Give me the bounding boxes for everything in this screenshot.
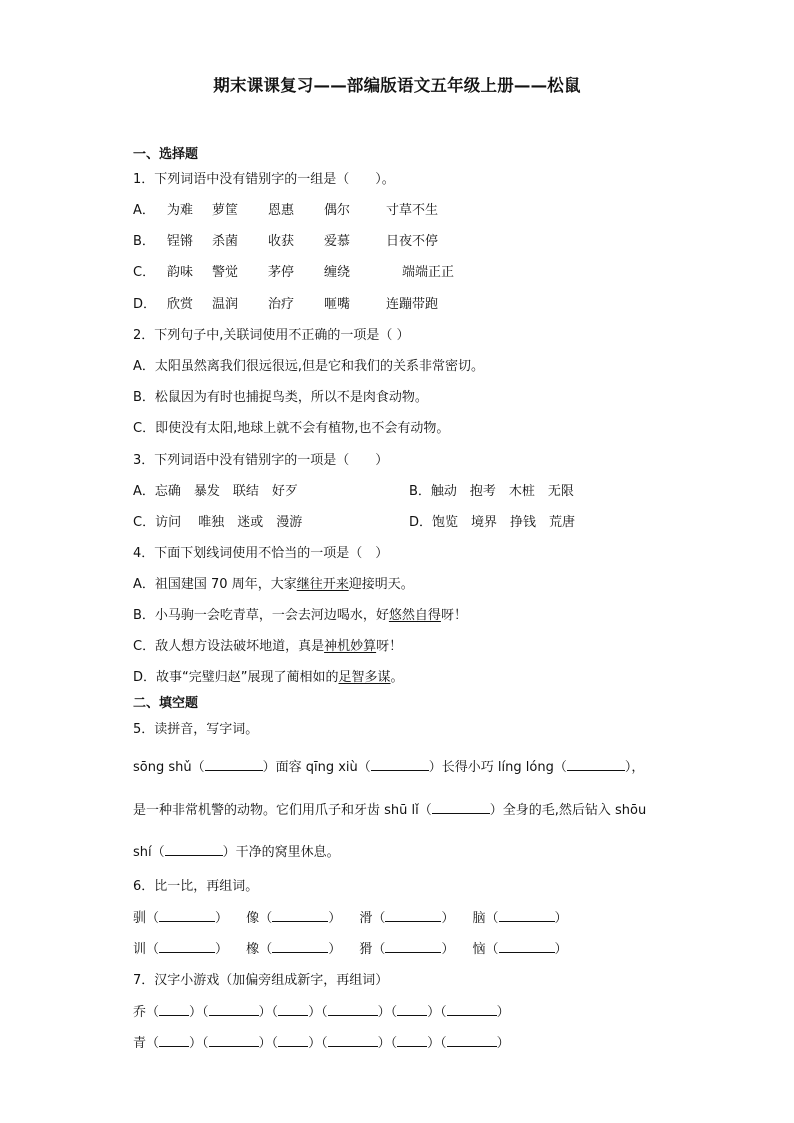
answer-blank[interactable] [447,1034,497,1047]
q5-line-1: sōng shǔ（ ）面容 qīng xiù（ ）长得小巧 líng lóng（ ）， [133,760,645,775]
q2-option-c: C．即使没有太阳,地球上就不会有植物,也不会有动物。 [133,421,450,436]
q4-option-a: A．祖国建国 70 周年，大家继往开来迎接明天。 [133,577,414,592]
q1-option-a: A． 为难 萝筐 恩惠 偶尔 寸草不生 [133,203,439,218]
answer-blank[interactable] [397,1003,427,1016]
q3-option-d: D．饱览 境界 挣钱 荒唐 [409,515,576,530]
q4-c-underlined: 神机妙算 [324,639,377,654]
section-fill-heading: 二、填空题 [133,696,199,711]
answer-blank[interactable] [328,1003,378,1016]
section-choice-heading: 一、选择题 [133,147,199,162]
q2-option-a: A．太阳虽然离我们很远很远,但是它和我们的关系非常密切。 [133,359,485,374]
answer-blank[interactable] [205,758,263,771]
answer-blank[interactable] [159,909,215,922]
answer-blank[interactable] [499,940,555,953]
q4-option-d: D．故事“完璧归赵”展现了蔺相如的足智多谋。 [133,670,404,685]
answer-blank[interactable] [272,940,328,953]
q4-option-c: C．敌人想方设法破坏地道，真是神机妙算呀！ [133,639,403,654]
answer-blank[interactable] [272,909,328,922]
q1-stem: 1．下列词语中没有错别字的一组是（ ）。 [133,172,395,187]
q2-option-b: B．松鼠因为有时也捕捉鸟类，所以不是肉食动物。 [133,390,428,405]
q6-row-2: 训（ ） 橡（ ） 猾（ ） 恼（ ） [133,942,568,957]
q5-stem: 5．读拼音，写字词。 [133,722,259,737]
q3-stem: 3．下列词语中没有错别字的一项是（ ） [133,453,389,468]
q3-option-c: C．访问 唯独 迷或 漫游 [133,515,303,530]
answer-blank[interactable] [165,843,223,856]
answer-blank[interactable] [385,909,441,922]
q1-option-b: B． 锃锵 杀菌 收获 爱慕 日夜不停 [133,234,439,249]
q2-stem: 2．下列句子中,关联词使用不正确的一项是（ ） [133,328,410,343]
answer-blank[interactable] [209,1003,259,1016]
q6-row-1: 驯（ ） 像（ ） 滑（ ） 脑（ ） [133,911,568,926]
q4-b-underlined: 悠然自得 [388,608,441,623]
q4-option-b: B．小马驹一会吃青草，一会去河边喝水，好悠然自得呀！ [133,608,467,623]
q3-option-a: A．忘确 暴发 联结 好歹 [133,484,298,499]
answer-blank[interactable] [159,1034,189,1047]
page-title: 期末课课复习——部编版语文五年级上册——松鼠 [213,76,581,95]
q4-d-underlined: 足智多谋 [338,670,391,685]
q7-row-1: 乔（ ）（ ）（ ）（ ）（ ）（ ） [133,1005,510,1020]
answer-blank[interactable] [371,758,429,771]
q6-stem: 6．比一比，再组词。 [133,879,259,894]
answer-blank[interactable] [567,758,625,771]
q5-line-2: 是一种非常机警的动物。它们用爪子和牙齿 shū lǐ（ ）全身的毛,然后钻入 shōu [133,803,647,818]
q7-stem: 7．汉字小游戏（加偏旁组成新字，再组词） [133,973,389,988]
q1-option-d: D． 欣赏 温润 治疗 咂嘴 连蹦带跑 [133,297,439,312]
answer-blank[interactable] [209,1034,259,1047]
q4-stem: 4．下面下划线词使用不恰当的一项是（ ） [133,546,389,561]
q5-line-3: shí（ ）干净的窝里休息。 [133,845,340,860]
answer-blank[interactable] [447,1003,497,1016]
q3-option-b: B．触动 抱考 木桩 无限 [409,484,574,499]
answer-blank[interactable] [278,1003,308,1016]
q4-a-underlined: 继往开来 [296,577,349,592]
answer-blank[interactable] [499,909,555,922]
answer-blank[interactable] [159,940,215,953]
answer-blank[interactable] [278,1034,308,1047]
q1-option-c: C． 韵味 警觉 茅停 缠绕 端端正正 [133,265,455,280]
answer-blank[interactable] [328,1034,378,1047]
answer-blank[interactable] [159,1003,189,1016]
answer-blank[interactable] [385,940,441,953]
answer-blank[interactable] [432,801,490,814]
q7-row-2: 青（ ）（ ）（ ）（ ）（ ）（ ） [133,1036,510,1051]
answer-blank[interactable] [397,1034,427,1047]
